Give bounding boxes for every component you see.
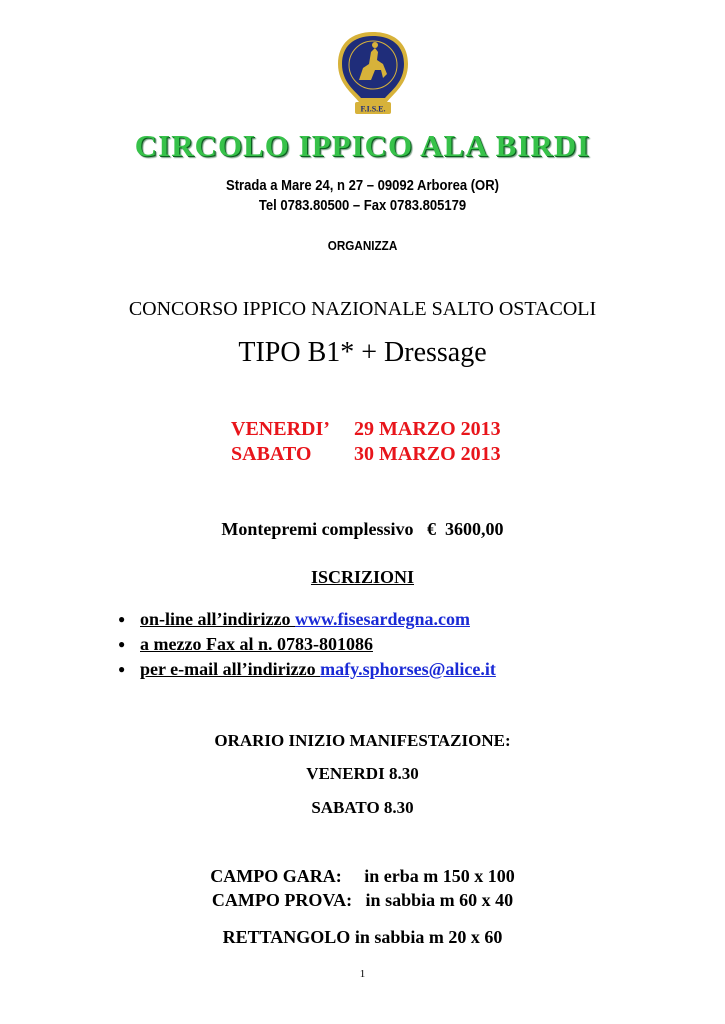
organizza-label: ORGANIZZA: [327, 238, 398, 253]
prize-money: Montepremi complessivo € 3600,00: [221, 519, 504, 539]
date-saturday: [231, 443, 501, 466]
date-day: VENERDI’: [231, 418, 330, 440]
fise-logo: [335, 30, 411, 116]
rettangolo: RETTANGOLO in sabbia m 20 x 60: [222, 927, 503, 947]
list-item: [118, 657, 496, 682]
iscrizioni-heading: ISCRIZIONI: [310, 567, 415, 587]
list-item: [118, 632, 496, 657]
date-value: 29 MARZO 2013: [354, 418, 501, 440]
bullet-icon: ●: [118, 637, 126, 651]
competition-name: CONCORSO IPPICO NAZIONALE SALTO OSTACOLI: [128, 298, 597, 320]
campo-prova: CAMPO PROVA: in sabbia m 60 x 40: [211, 890, 514, 910]
registration-list: [118, 607, 496, 682]
address-line: Strada a Mare 24, n 27 – 09092 Arborea (OR): [226, 178, 499, 194]
date-value: 30 MARZO 2013: [354, 443, 501, 465]
phone-fax-line: Tel 0783.80500 – Fax 0783.805179: [258, 198, 467, 214]
svg-text:F.I.S.E.: F.I.S.E.: [360, 104, 386, 114]
bullet-icon: ●: [118, 662, 126, 676]
list-item: [118, 607, 496, 632]
schedule-heading: ORARIO INIZIO MANIFESTAZIONE:: [214, 731, 511, 750]
competition-type: TIPO B1* + Dressage: [238, 337, 487, 368]
schedule-saturday: SABATO 8.30: [311, 798, 414, 817]
bullet-icon: ●: [118, 612, 126, 626]
date-friday: [231, 418, 501, 441]
date-day: SABATO: [231, 443, 312, 465]
campo-gara: CAMPO GARA: in erba m 150 x 100: [210, 866, 515, 886]
club-title: CIRCOLO IPPICO ALA BIRDI: [134, 128, 591, 163]
fise-equestrian-badge-icon: [335, 30, 411, 116]
email-label: per e-mail all’indirizzo: [140, 659, 321, 679]
website-link[interactable]: www.fisesardegna.com: [295, 609, 470, 629]
page-number: 1: [359, 968, 366, 980]
online-label: on-line all’indirizzo: [140, 609, 295, 629]
schedule-friday: VENERDI 8.30: [306, 764, 419, 783]
email-link[interactable]: mafy.sphorses@alice.it: [320, 659, 496, 679]
fax-label: a mezzo Fax al n. 0783-801086: [140, 634, 373, 654]
